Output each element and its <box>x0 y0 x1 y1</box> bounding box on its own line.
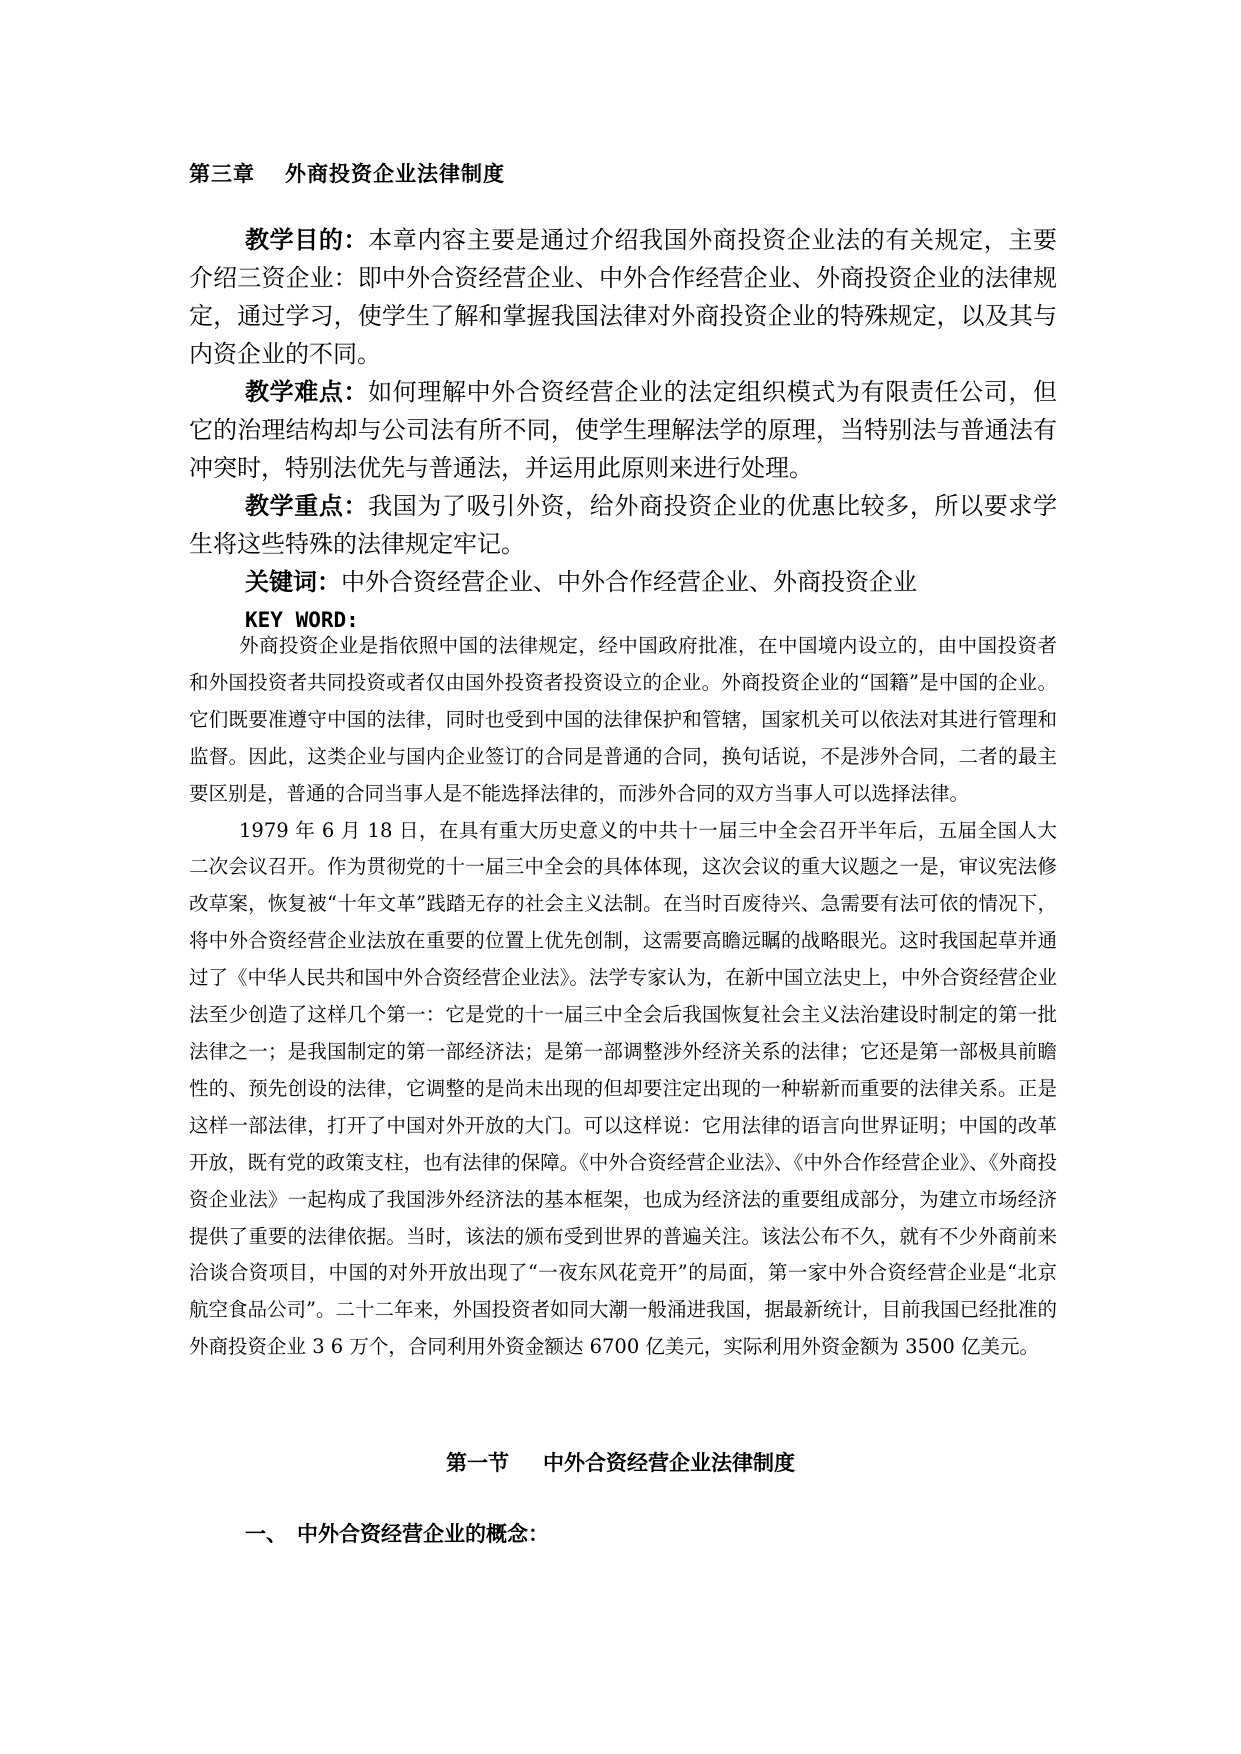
teaching-difficulty <box>189 373 1057 487</box>
teaching-difficulty-text: 如何理解中外合资经营企业的法定组织模式为有限责任公司，但它的治理结构却与公司法有所不同，使学生理解法学的原理，当特别法与普通法有冲突时，特别法优先与普通法，并运用此原则来进行处理。 <box>189 378 1057 482</box>
chapter-heading <box>189 158 505 188</box>
keywords-label: 关键词： <box>245 567 341 596</box>
subsection-heading <box>245 1518 549 1548</box>
subsection-title: 中外合资经营企业的概念： <box>297 1521 549 1546</box>
teaching-focus-label: 教学重点： <box>245 491 369 520</box>
teaching-objective <box>189 221 1057 373</box>
keywords-text: 中外合资经营企业、中外合作经营企业、外商投资企业 <box>341 568 917 596</box>
keywords-english-label: KEY WORD: <box>245 608 359 632</box>
section-heading <box>0 1447 1241 1477</box>
body-paragraph-1: 外商投资企业是指依照中国的法律规定，经中国政府批准，在中国境内设立的，由中国投资者和外国投资者共同投资或者仅由国外投资者投资设立的企业。外商投资企业的“国籍”是中国的企业。它们既要准遵守中国的法律，同时也受到中国的法律保护和管辖，国家机关可以依法对其进行管理和监督。因此，这类企业与国内企业签订的合同是普通的合同，换句话说，不是涉外合同，二者的最主要区别是，普通的合同当事人是不能选择法律的，而涉外合同的双方当事人可以选择法律。 <box>189 634 1057 805</box>
section-number: 第一节 <box>446 1450 509 1475</box>
body-text <box>189 628 1057 1366</box>
chapter-number: 第三章 <box>189 161 255 186</box>
teaching-focus-text: 我国为了吸引外资，给外商投资企业的优惠比较多，所以要求学生将这些特殊的法律规定牢记。 <box>189 492 1057 558</box>
teaching-difficulty-label: 教学难点： <box>245 377 369 406</box>
subsection-number: 一、 <box>245 1521 287 1546</box>
teaching-objective-label: 教学目的： <box>245 225 369 254</box>
teaching-objective-text: 本章内容主要是通过介绍我国外商投资企业法的有关规定，主要介绍三资企业：即中外合资经营企业、中外合作经营企业、外商投资企业的法律规定，通过学习，使学生了解和掌握我国法律对外商投资企业的特殊规定，以及其与内资企业的不同。 <box>189 226 1057 368</box>
teaching-intro <box>189 221 1057 639</box>
body-paragraph-2: 1979 年 6 月 18 日，在具有重大历史意义的中共十一届三中全会召开半年后，五届全国人大二次会议召开。作为贯彻党的十一届三中全会的具体体现，这次会议的重大议题之一是，审议宪法修改草案，恢复被“十年文革”践踏无存的社会主义法制。在当时百废待兴、急需要有法可依的情况下，将中外合资经营企业法放在重要的位置上优先创制，这需要高瞻远瞩的战略眼光。这时我国起草并通过了《中华人民共和国中外合资经营企业法》。法学专家认为，在新中国立法史上，中外合资经营企业法至少创造了这样几个第一：它是党的十一届三中全会后我国恢复社会主义法治建设时制定的第一批法律之一；是我国制定的第一部经济法；是第一部调整涉外经济关系的法律；它还是第一部极具前瞻性的、预先创设的法律，它调整的是尚未出现的但却要注定出现的一种崭新而重要的法律关系。正是这样一部法律，打开了中国对外开放的大门。可以这样说：它用法律的语言向世界证明；中国的改革开放，既有党的政策支柱，也有法律的保障。《中外合资经营企业法》、《中外合作经营企业》、《外商投资企业法》一起构成了我国涉外经济法的基本框架，也成为经济法的重要组成部分，为建立市场经济提供了重要的法律依据。当时，该法的颁布受到世界的普遍关注。该法公布不久，就有不少外商前来洽谈合资项目，中国的对外开放出现了“一夜东风花竞开”的局面，第一家中外合资经营企业是“北京航空食品公司”。二十二年来，外国投资者如同大潮一般涌进我国，据最新统计，目前我国已经批准的外商投资企业 3 6 万个，合同利用外资金额达 6700 亿美元，实际利用外资金额为 3500 亿美元。 <box>189 818 1057 1359</box>
keywords <box>189 563 1057 601</box>
chapter-title: 外商投资企业法律制度 <box>285 161 505 186</box>
teaching-focus <box>189 487 1057 563</box>
section-title: 中外合资经营企业法律制度 <box>543 1450 795 1475</box>
